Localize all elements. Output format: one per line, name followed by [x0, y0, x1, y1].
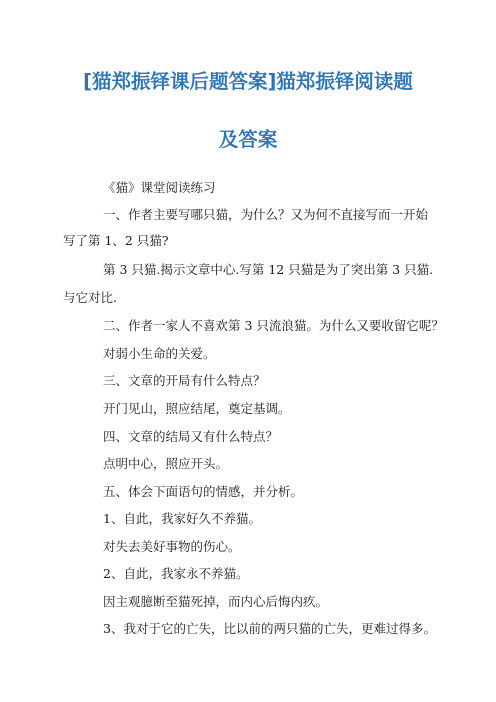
question-1-line-2: 写了第 1、2 只猫? — [63, 233, 169, 248]
question-3: 三、文章的开局有什么特点？ — [103, 373, 266, 388]
sentence-2-answer: 因主观臆断至猫死掉，而内心后悔内疚。 — [103, 594, 329, 609]
question-2: 二、作者一家人不喜欢第 3 只流浪猫。为什么又要收留它呢？ — [103, 318, 444, 333]
question-4: 四、文章的结局又有什么特点？ — [103, 429, 279, 444]
answer-1-line-1: 第 3 只猫.揭示文章中心.写第 12 只猫是为了突出第 3 只猫. — [103, 262, 434, 277]
question-5: 五、体会下面语句的情感，并分析。 — [103, 484, 304, 499]
document-title-line-1: [猫郑振铎课后题答案]猫郑振铎阅读题 — [83, 70, 413, 93]
sentence-3: 3、我对于它的亡失，比以前的两只猫的亡失，更难过得多。 — [103, 621, 436, 636]
answer-2: 对弱小生命的关爱。 — [103, 346, 216, 361]
sentence-2: 2、自此，我家永不养猫。 — [103, 566, 249, 581]
question-1-line-1: 一、作者主要写哪只猫，为什么？又为何不直接写而一开始 — [103, 207, 429, 222]
answer-1-line-2: 与它对比. — [63, 290, 117, 305]
sentence-1: 1、自此，我家好久不养猫。 — [103, 511, 261, 526]
sentence-1-answer: 对失去美好事物的伤心。 — [103, 539, 241, 554]
document-subtitle: 《猫》课堂阅读练习 — [103, 180, 216, 195]
document-title-line-2: 及答案 — [218, 128, 278, 151]
answer-3: 开门见山，照应结尾，奠定基调。 — [103, 401, 291, 416]
answer-4: 点明中心，照应开头。 — [103, 456, 229, 471]
